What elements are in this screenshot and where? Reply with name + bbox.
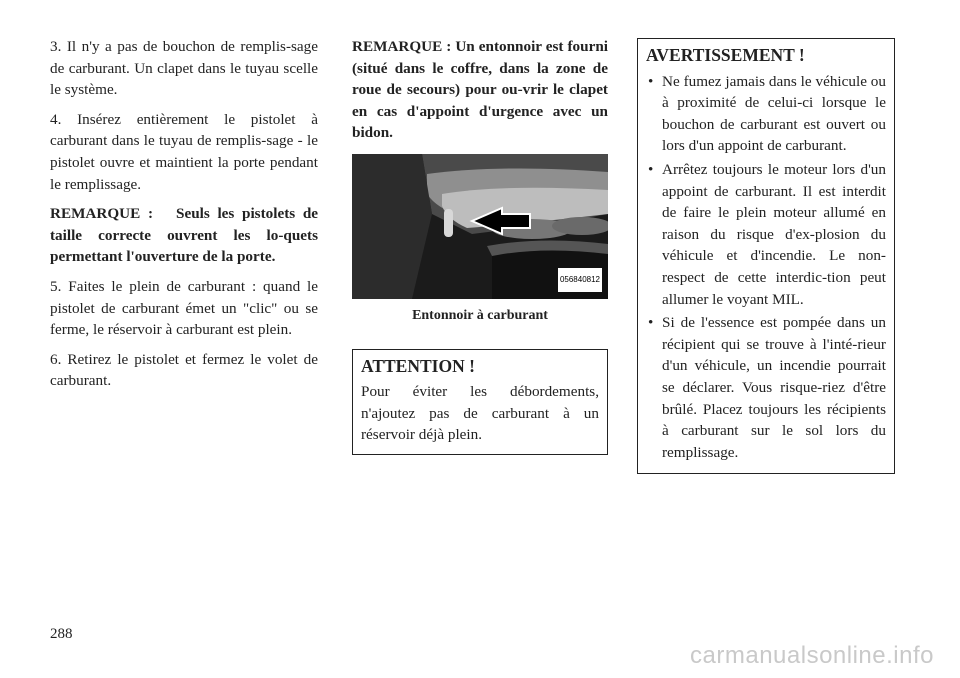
column-left — [50, 36, 318, 400]
figure-caption: Entonnoir à carburant — [412, 307, 548, 323]
step-6-paragraph: 6. Retirez le pistolet et fermez le volet de carburant. — [50, 350, 318, 390]
watermark: carmanualsonline.info — [690, 642, 934, 669]
caution-text: Pour éviter les débordements, n'ajoutez pas de carburant à un réservoir déjà plein. — [361, 383, 599, 444]
column-middle — [352, 36, 608, 455]
caution-title: ATTENTION ! — [361, 355, 475, 376]
remark-text: Seuls les pistolets de taille correcte ouvrent les lo-quets permettant l'ouverture de la porte. — [50, 205, 319, 266]
step-3-paragraph: 3. Il n'y a pas de bouchon de remplis-sage de carburant. Un clapet dans le tuyau scelle le système. — [50, 38, 318, 99]
funnel-remark: REMARQUE : Un entonnoir est fourni (situé dans le coffre, dans la zone de roue de secours) pour ou-vrir le clapet en cas d'appoint d'urgence avec un bidon. — [352, 38, 608, 142]
warning-box — [637, 38, 895, 474]
warning-list — [646, 71, 886, 464]
remark-label: REMARQUE : — [50, 205, 154, 223]
warning-item: • Arrêtez toujours le moteur lors d'un appoint de carburant. Il est interdit de faire le plein moteur allumé en raison du risque d'ex-plosion du véhicule et d'incendie. Le non-respect de cette interdic-tion peut allumer le voyant MIL. — [646, 159, 886, 310]
figure-code: 056840812 — [558, 268, 602, 292]
step-5-paragraph: 5. Faites le plein de carburant : quand le pistolet de carburant émet un "clic" ou se ferme, le réservoir à carburant est plein. — [50, 277, 318, 339]
column-right — [637, 38, 895, 474]
caution-box — [352, 349, 608, 455]
warning-item: • Si de l'essence est pompée dans un récipient qui se trouve à l'inté-rieur d'un véhicule, un incendie pourrait se déclarer. Vous risque-riez d'être brûlé. Placez toujours les récipients à carburant sur le sol lors du remplissage. — [646, 312, 886, 463]
funnel-photo — [352, 154, 608, 299]
warning-item: • Ne fumez jamais dans le véhicule ou à proximité de celui-ci lorsque le bouchon de carburant est ouvert ou lors d'un appoint de carburant. — [646, 71, 886, 157]
warning-title: AVERTISSEMENT ! — [646, 45, 805, 65]
step-4-paragraph: 4. Insérez entièrement le pistolet à carburant dans le tuyau de remplis-sage - le pistolet ouvre et maintient la porte pendant le remplissage. — [50, 110, 318, 193]
remark-paragraph — [50, 203, 318, 268]
page-number: 288 — [50, 626, 73, 642]
